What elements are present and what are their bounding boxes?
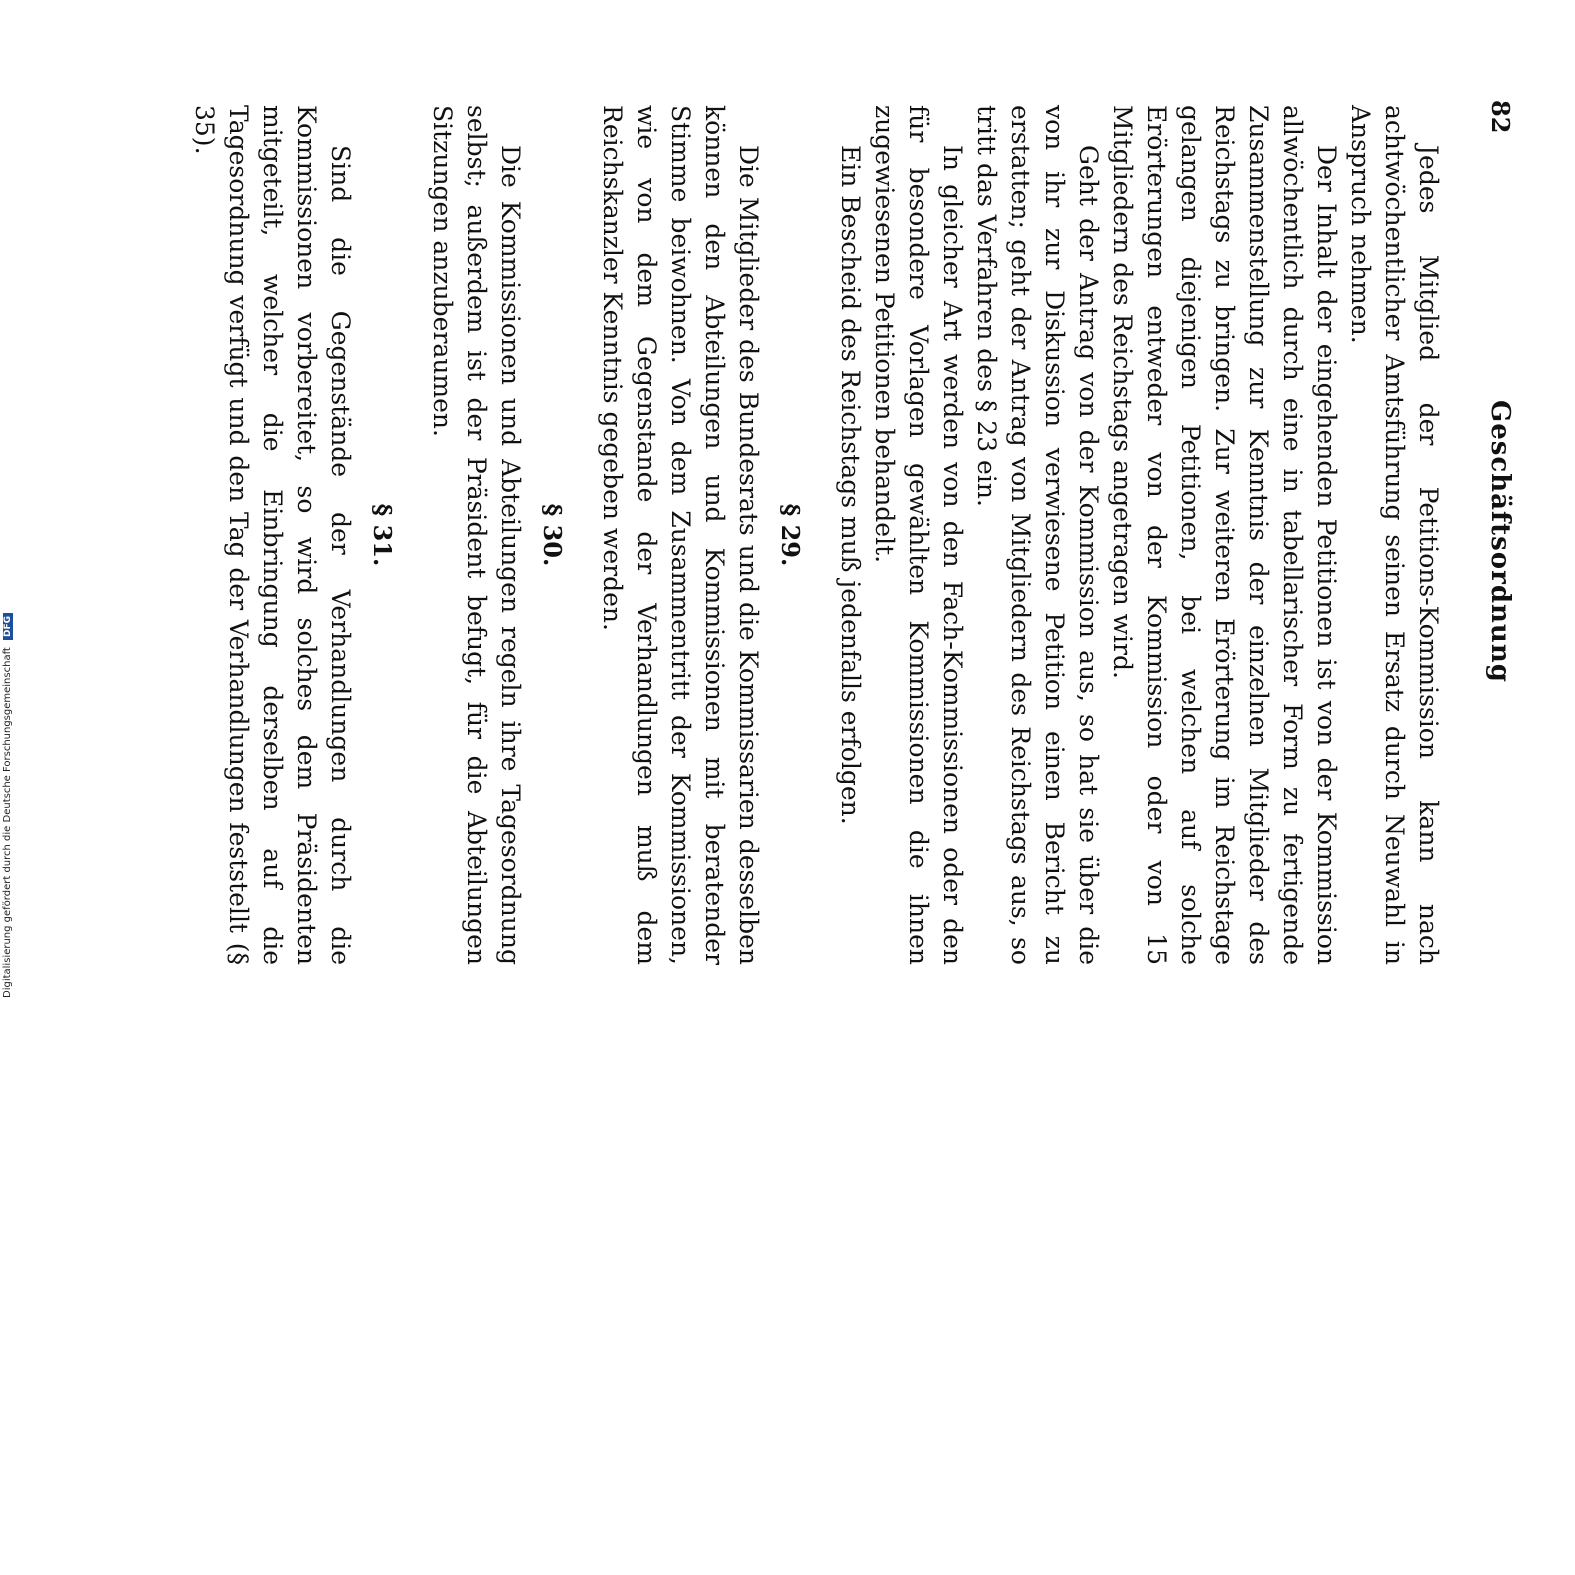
dfg-logo: DFG [3, 613, 13, 640]
digitization-credit [0, 0, 20, 1000]
paragraph: In gleicher Art werden von den Fach-Kommissionen oder den für besondere Vorlagen gewählten Kommissionen die ihnen zugewiesenen Petitionen behandelt. [870, 105, 967, 965]
section-text-29: Die Mitglieder des Bundesrats und die Kommissarien desselben können den Abteilungen und Kommissionen mit beratender Stimme beiwohnen. Von dem Zusammentritt der Kommissionen, wie von dem Gegenstande der Verhandlungen muß dem Reichskanzler Kenntnis gegeben werden. [598, 105, 763, 965]
credit-text: Digitalisierung gefördert durch die Deutsche Forschungsgemeinschaft [2, 647, 13, 998]
paragraph: Der Inhalt der eingehenden Petitionen ist von der Kommission allwöchentlich durch eine in tabellarischer Form zu fertigende Zusammenstellung zur Kenntnis der einzelnen Mitglieder des Reichstags zu bringen. Zur weiteren Erörterung im Reichstage gelangen diejenigen Petitionen, bei welchen auf solche Erörterungen entweder von der Kommission oder von 15 Mitgliedern des Reichstags angetragen wird. [1108, 105, 1341, 965]
page-number: 82 [1486, 100, 1515, 134]
section-heading-30: § 30. [538, 503, 567, 567]
paragraph: Geht der Antrag von der Kommission aus, so hat sie über die von ihr zur Diskussion verwiesene Petition einen Bericht zu erstatten; geht der Antrag von Mitgliedern des Reichstags aus, so tritt das Verfahren des § 23 ein. [972, 105, 1103, 965]
section-heading-29: § 29. [776, 503, 805, 567]
section-text-30: Die Kommissionen und Abteilungen regeln ihre Tagesordnung selbst; außerdem ist der Präsident befugt, für die Abteilungen Sitzungen anzuberaumen. [428, 105, 525, 965]
section-text-31: Sind die Gegenstände der Verhandlungen durch die Kommissionen vorbereitet, so wird solches dem Präsidenten mitgeteilt, welcher die Einbringung derselben auf die Tagesordnung verfügt und den Tag der Verhandlungen feststellt (§ 35). [190, 105, 355, 965]
running-head: Geschäftsordnung [1485, 400, 1515, 683]
paragraph: Ein Bescheid des Reichstags muß jedenfalls erfolgen. [836, 145, 865, 825]
page-header [1475, 100, 1515, 920]
paragraph: Jedes Mitglied der Petitions-Kommission kann nach achtwöchentlicher Amtsführung seinen Ersatz durch Neuwahl in Anspruch nehmen. [1346, 105, 1443, 965]
section-heading-31: § 31. [368, 503, 397, 567]
body-text [187, 105, 1445, 965]
